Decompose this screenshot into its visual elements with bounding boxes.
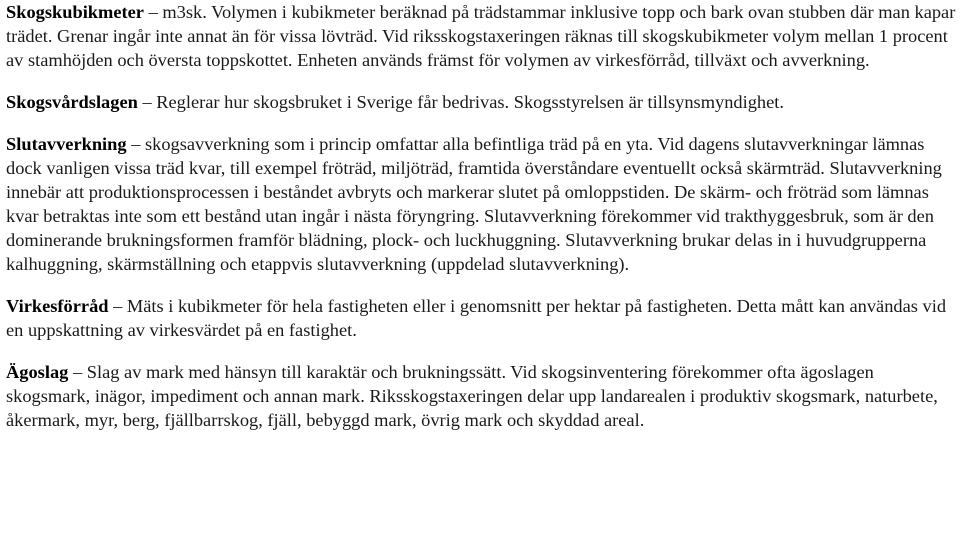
glossary-document <box>6 0 956 432</box>
glossary-entry-virkesforrad <box>6 294 956 342</box>
glossary-entry-agoslag <box>6 360 956 432</box>
glossary-definition: – skogsavverkning som i princip omfattar alla befintliga träd på en yta. Vid dagens slutavverkningar lämnas dock vanligen vissa träd kvar, till exempel fröträd, miljöträd, framtida överståndare eventuellt också skärmträd. Slutavverkning innebär att produktionsprocessen i beståndet avbryts och markerar slutet på omloppstiden. De skärm- och fröträd som lämnas kvar betraktas inte som ett bestånd utan ingår i nästa föryngring. Slutavverkning förekommer vid trakthyggesbruk, som är den dominerande brukningsformen framför blädning, plock- och luckhuggning. Slutavverkning brukar delas in i huvudgrupperna kalhuggning, skärmställning och etappvis slutavverkning (uppdelad slutavverkning). <box>6 134 942 274</box>
glossary-definition: – Mäts i kubikmeter för hela fastigheten eller i genomsnitt per hektar på fastigheten. Detta mått kan användas vid en uppskattning av virkesvärdet på en fastighet. <box>6 296 947 340</box>
glossary-term: Ägoslag <box>6 362 69 382</box>
glossary-entry-skogskubikmeter <box>6 0 956 72</box>
glossary-entry-slutavverkning <box>6 132 956 276</box>
glossary-definition: – Reglerar hur skogsbruket i Sverige får bedrivas. Skogsstyrelsen är tillsynsmyndighet. <box>137 92 784 112</box>
glossary-entry-skogsvardslagen <box>6 90 956 114</box>
glossary-term: Slutavverkning <box>6 134 127 154</box>
glossary-term: Skogsvårdslagen <box>6 92 138 112</box>
glossary-definition: – m3sk. Volymen i kubikmeter beräknad på trädstammar inklusive topp och bark ovan stubben där man kapar trädet. Grenar ingår inte annat än för vissa lövträd. Vid riksskogstaxeringen räknas till skogskubikmeter volym mellan 1 procent av stamhöjden och översta toppskottet. Enheten används främst för volymen av virkesförråd, tillväxt och avverkning. <box>6 2 956 70</box>
glossary-term: Skogskubikmeter <box>6 2 144 22</box>
glossary-term: Virkesförråd <box>6 296 109 316</box>
glossary-definition: – Slag av mark med hänsyn till karaktär och brukningssätt. Vid skogsinventering förekommer ofta ägoslagen skogsmark, inägor, impediment och annan mark. Riksskogstaxeringen delar upp landarealen i produktiv skogsmark, naturbete, åkermark, myr, berg, fjällbarrskog, fjäll, bebyggd mark, övrig mark och skyddad areal. <box>6 362 938 430</box>
